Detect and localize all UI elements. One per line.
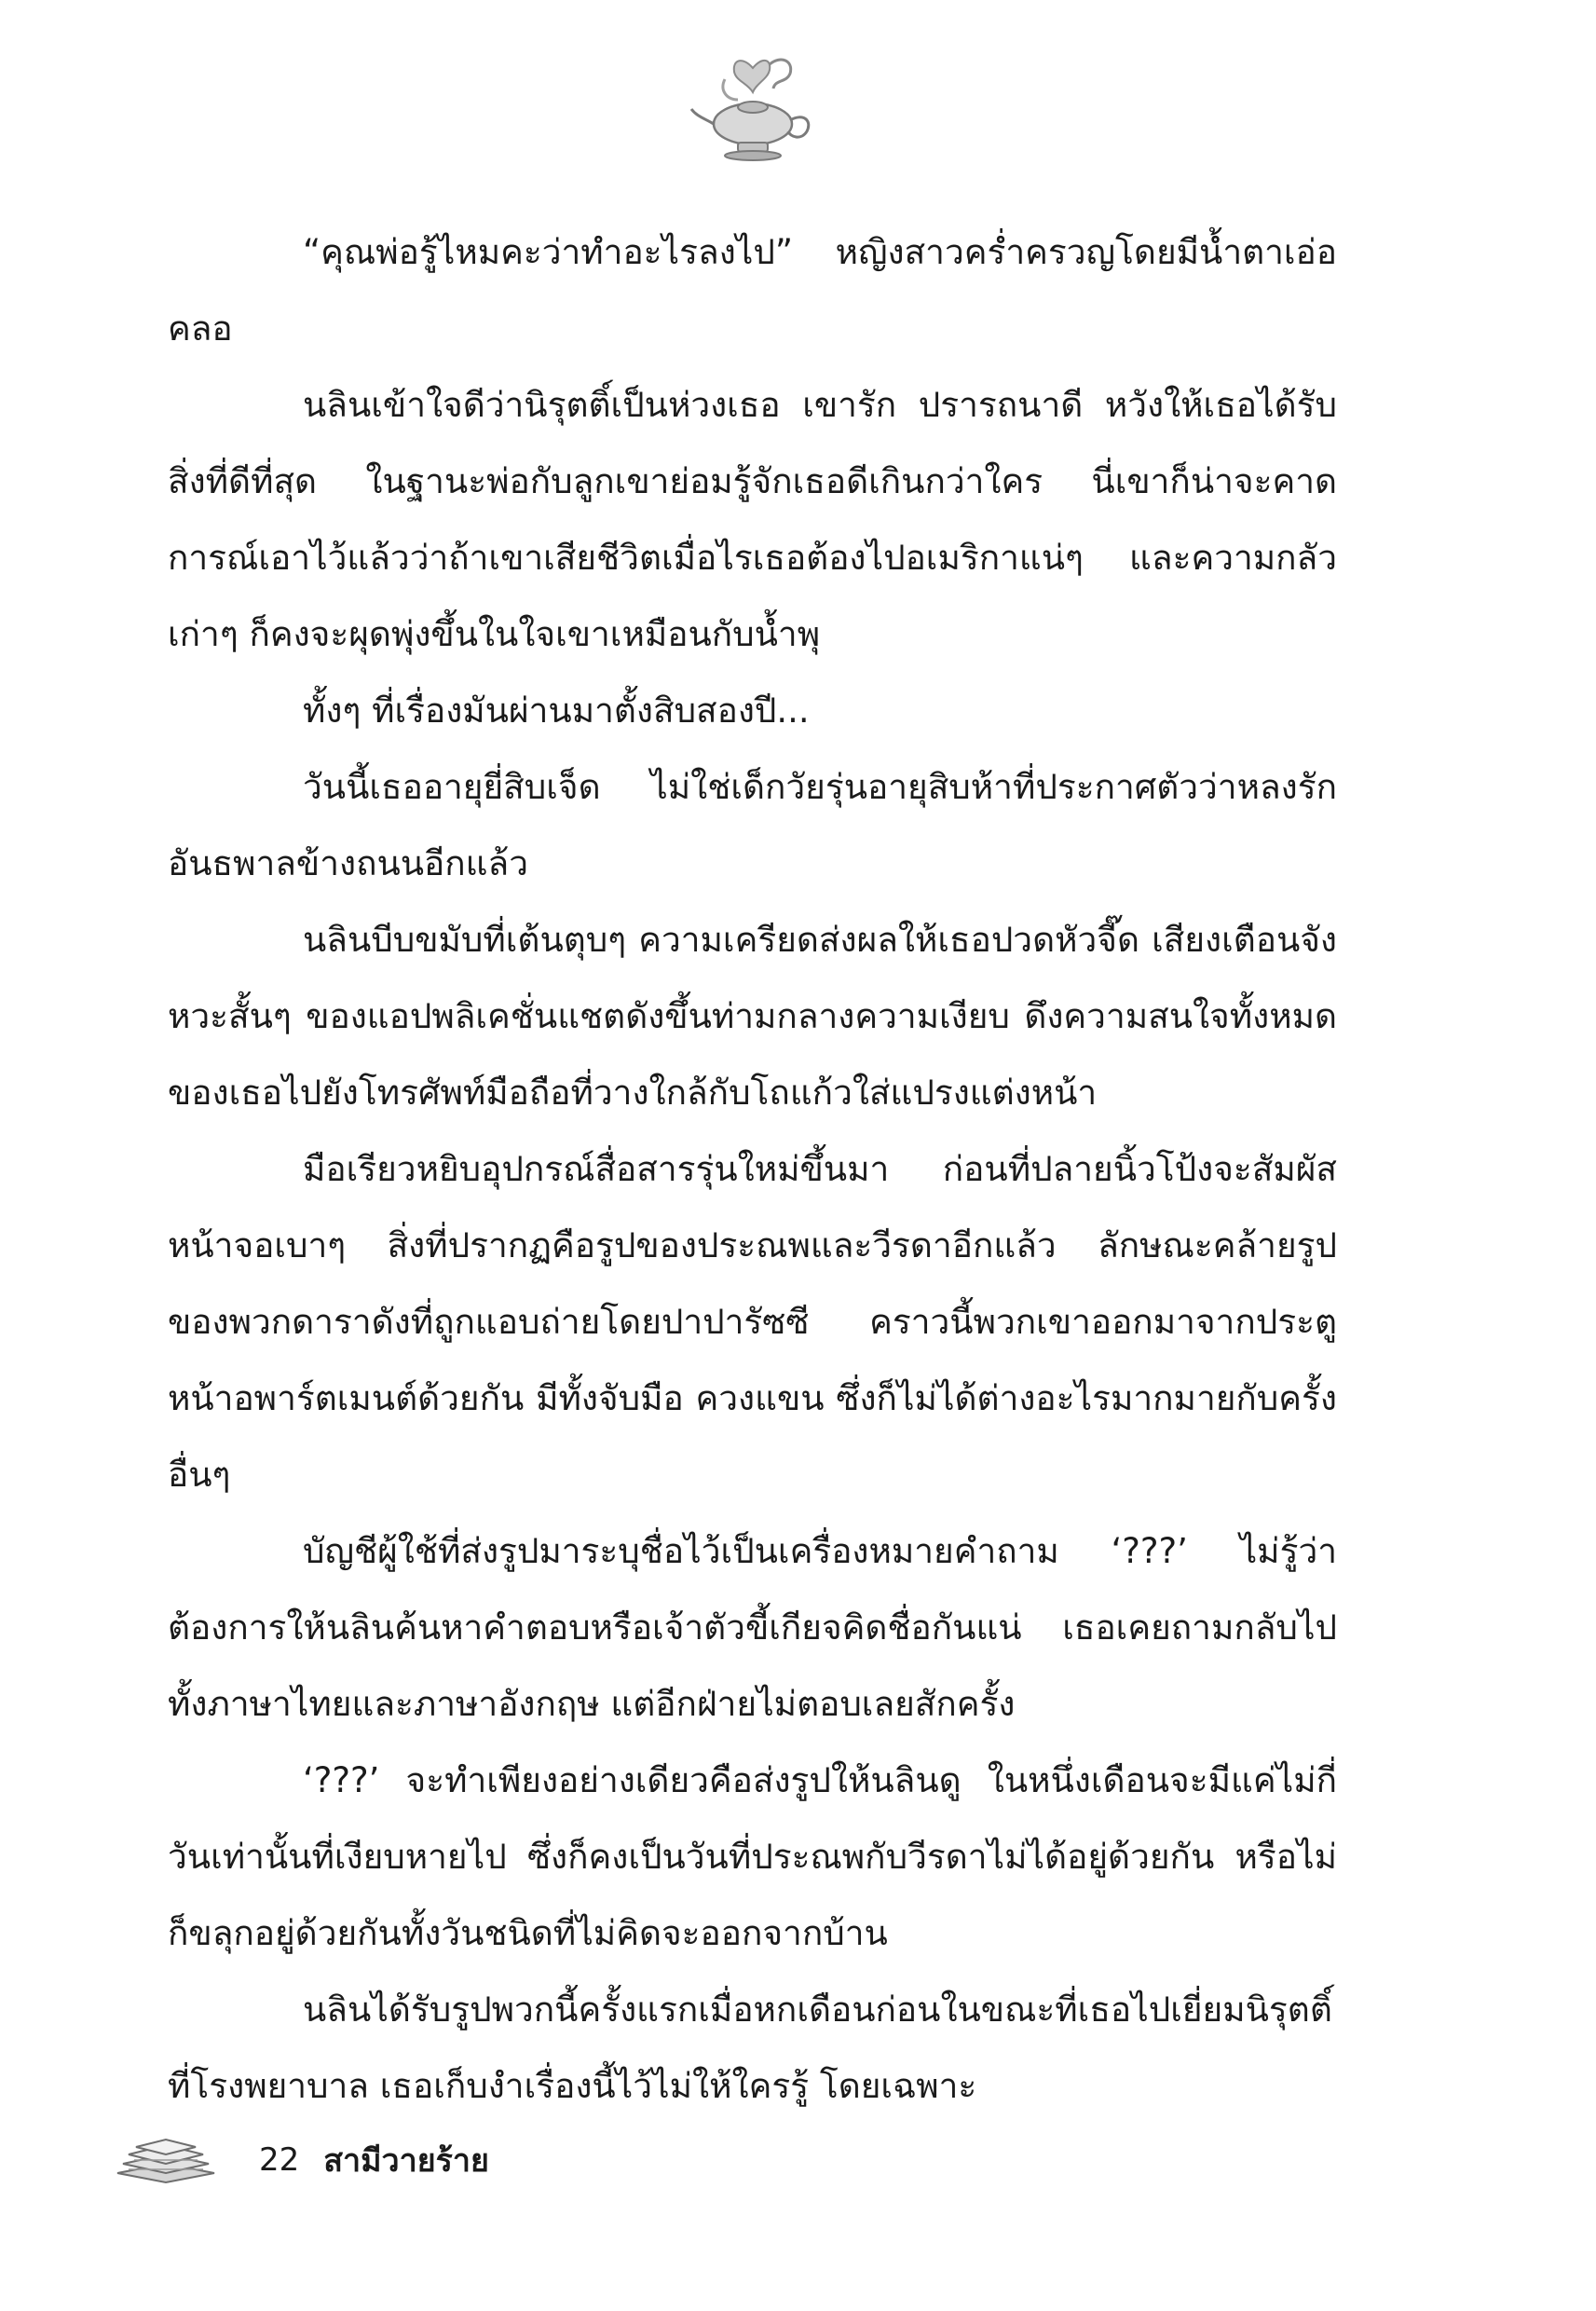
paragraph: วันนี้เธออายุยี่สิบเจ็ด ไม่ใช่เด็กวัยรุ่นอายุสิบห้าที่ประกาศตัวว่าหลงรักอันธพาลข้างถนนอีกแล้ว — [168, 767, 1337, 883]
paragraph: บัญชีผู้ใช้ที่ส่งรูปมาระบุชื่อไว้เป็นเครื่องหมายคำถาม ‘???’ ไม่รู้ว่าต้องการให้นลินค้นหาคำตอบหรือเจ้าตัวขี้เกียจคิดชื่อกันแน่ เธอเคยถามกลับไปทั้งภาษาไทยและภาษาอังกฤษ แต่อีกฝ่ายไม่ตอบเลยสักครั้ง — [168, 1531, 1337, 1724]
genie-lamp-ornament-icon — [688, 51, 818, 163]
paragraph: มือเรียวหยิบอุปกรณ์สื่อสารรุ่นใหม่ขึ้นมา ก่อนที่ปลายนิ้วโป้งจะสัมผัสหน้าจอเบาๆ สิ่งที่ปรากฏคือรูปของประณพและวีรดาอีกแล้ว ลักษณะคล้ายรูปของพวกดาราดังที่ถูกแอบถ่ายโดยปาปารัซซี คราวนี้พวกเขาออกมาจากประตูหน้าอพาร์ตเมนต์ด้วยกัน มีทั้งจับมือ ควงแขน ซึ่งก็ไม่ได้ต่างอะไรมากมายกับครั้งอื่นๆ — [168, 1149, 1337, 1495]
paragraph: นลินได้รับรูปพวกนี้ครั้งแรกเมื่อหกเดือนก่อนในขณะที่เธอไปเยี่ยมนิรุตติ์ที่โรงพยาบาล เธอเก็บงำเรื่องนี้ไว้ไม่ให้ใครรู้ โดยเฉพาะ — [168, 1990, 1332, 2106]
paragraph: นลินบีบขมับที่เต้นตุบๆ ความเครียดส่งผลให้เธอปวดหัวจี๊ด เสียงเตือนจังหวะสั้นๆ ของแอปพลิเคชั่นแชตดังขึ้นท่ามกลางความเงียบ ดึงความสนใจทั้งหมดของเธอไปยังโทรศัพท์มือถือที่วางใกล้กับโถแก้วใส่แปรงแต่งหน้า — [168, 920, 1337, 1113]
paragraph: ‘???’ จะทำเพียงอย่างเดียวคือส่งรูปให้นลินดู ในหนึ่งเดือนจะมีแค่ไม่กี่วันเท่านั้นที่เงียบหายไป ซึ่งก็คงเป็นวันที่ประณพกับวีรดาไม่ได้อยู่ด้วยกัน หรือไม่ก็ขลุกอยู่ด้วยกันทั้งวันชนิดที่ไม่คิดจะออกจากบ้าน — [168, 1760, 1337, 1953]
paragraph: “คุณพ่อรู้ไหมคะว่าทำอะไรลงไป” หญิงสาวคร่ำครวญโดยมีน้ำตาเอ่อคลอ — [168, 232, 1337, 349]
book-title: สามีวายร้าย — [323, 2142, 489, 2180]
page-footer — [110, 2132, 489, 2188]
paragraph: ทั้งๆ ที่เรื่องมันผ่านมาตั้งสิบสองปี... — [303, 691, 810, 731]
stacked-books-icon — [110, 2136, 222, 2184]
paragraph: นลินเข้าใจดีว่านิรุตติ์เป็นห่วงเธอ เขารัก ปรารถนาดี หวังให้เธอได้รับสิ่งที่ดีที่สุด ในฐานะพ่อกับลูกเขาย่อมรู้จักเธอดีเกินกว่าใคร นี่เขาก็น่าจะคาดการณ์เอาไว้แล้วว่าถ้าเขาเสียชีวิตเมื่อไรเธอต้องไปอเมริกาแน่ๆ และความกลัวเก่าๆ ก็คงจะผุดพุ่งขึ้นในใจเขาเหมือนกับน้ำพุ — [168, 385, 1337, 654]
body-text — [168, 214, 1337, 2125]
page-number: 22 — [259, 2141, 300, 2179]
